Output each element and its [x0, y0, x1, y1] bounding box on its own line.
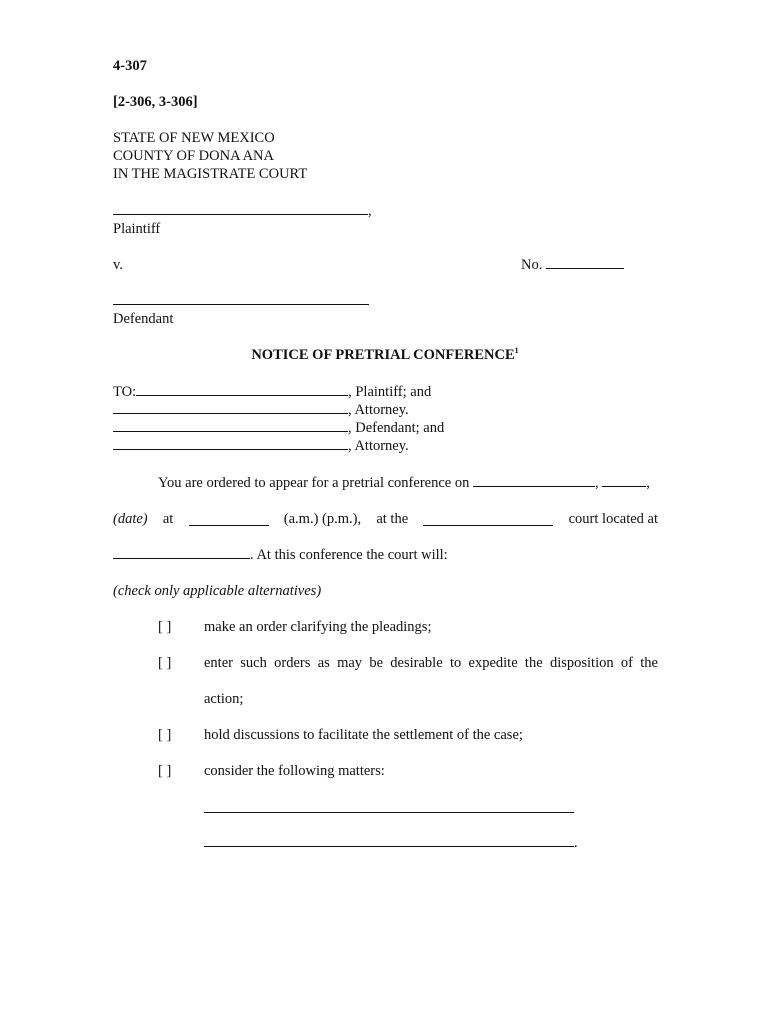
order-line-3[interactable] [113, 546, 448, 564]
at-label: at [162, 511, 174, 527]
matters-line-2[interactable] [204, 834, 574, 847]
option-2-checkbox[interactable]: [ ] [158, 655, 172, 671]
ampm-label: (a.m.) (p.m.), [283, 511, 362, 527]
option-3-text: hold discussions to facilitate the settlement of the case; [204, 727, 523, 743]
to-line-defendant[interactable] [113, 419, 444, 437]
to-defendant-text: , Defendant; and [348, 420, 445, 436]
defendant-name-line[interactable] [113, 292, 369, 310]
to-defendant-attorney-blank[interactable] [113, 437, 348, 450]
related-forms: [2-306, 3-306] [113, 94, 198, 110]
option-2-text-continued: action; [204, 691, 244, 707]
date-label: (date) [113, 511, 148, 527]
option-4-text: consider the following matters: [204, 763, 385, 779]
case-number-line[interactable] [521, 256, 624, 274]
comma: , [646, 475, 650, 491]
court-located-label: court located at [568, 511, 658, 527]
document-title-text: NOTICE OF PRETRIAL CONFERENCE [251, 347, 515, 363]
footnote-mark: 1 [514, 346, 519, 356]
plaintiff-comma: , [368, 203, 372, 219]
plaintiff-label: Plaintiff [113, 221, 161, 237]
to-line-plaintiff[interactable] [113, 383, 431, 401]
option-1-checkbox[interactable]: [ ] [158, 619, 172, 635]
defendant-label: Defendant [113, 311, 174, 327]
conference-text: . At this conference the court will: [250, 547, 448, 563]
matters-line-1[interactable] [204, 812, 574, 813]
to-defendant-blank[interactable] [113, 419, 348, 432]
to-plaintiff-text: , Plaintiff; and [348, 384, 432, 400]
plaintiff-name-line[interactable] [113, 202, 372, 220]
to-plaintiff-blank[interactable] [136, 383, 348, 396]
court-name: IN THE MAGISTRATE COURT [113, 166, 308, 182]
defendant-name-blank[interactable] [113, 292, 369, 305]
court-location-blank[interactable] [113, 546, 250, 559]
court-county: COUNTY OF DONA ANA [113, 148, 274, 164]
option-4-checkbox[interactable]: [ ] [158, 763, 172, 779]
order-line-1[interactable] [158, 474, 650, 492]
matters-line-2-row[interactable] [204, 834, 578, 852]
to-defendant-attorney-text: , Attorney. [348, 438, 409, 454]
option-1-text: make an order clarifying the pleadings; [204, 619, 432, 635]
case-number-label: No. [521, 257, 543, 273]
conference-time-blank[interactable] [189, 513, 269, 526]
to-plaintiff-attorney-blank[interactable] [113, 401, 348, 414]
option-2-text: enter such orders as may be desirable to expedite the disposition of the [204, 655, 658, 671]
order-line-2[interactable] [113, 510, 658, 528]
document-title [0, 346, 770, 364]
check-instruction: (check only applicable alternatives) [113, 583, 322, 599]
plaintiff-name-blank[interactable] [113, 202, 368, 215]
option-3-checkbox[interactable]: [ ] [158, 727, 172, 743]
order-text: You are ordered to appear for a pretrial conference on [158, 475, 470, 491]
to-line-plaintiff-attorney[interactable] [113, 401, 409, 419]
matters-period: . [574, 835, 578, 851]
court-name-blank[interactable] [423, 513, 553, 526]
comma: , [594, 475, 599, 491]
to-line-defendant-attorney[interactable] [113, 437, 409, 455]
conference-year-blank[interactable] [602, 474, 646, 487]
conference-date-blank[interactable] [473, 474, 595, 487]
versus-label: v. [113, 257, 123, 273]
form-number: 4-307 [113, 58, 147, 74]
court-state: STATE OF NEW MEXICO [113, 130, 275, 146]
to-plaintiff-attorney-text: , Attorney. [348, 402, 409, 418]
at-the-label: at the [376, 511, 409, 527]
case-number-blank[interactable] [546, 256, 624, 269]
to-label: TO: [113, 384, 137, 400]
